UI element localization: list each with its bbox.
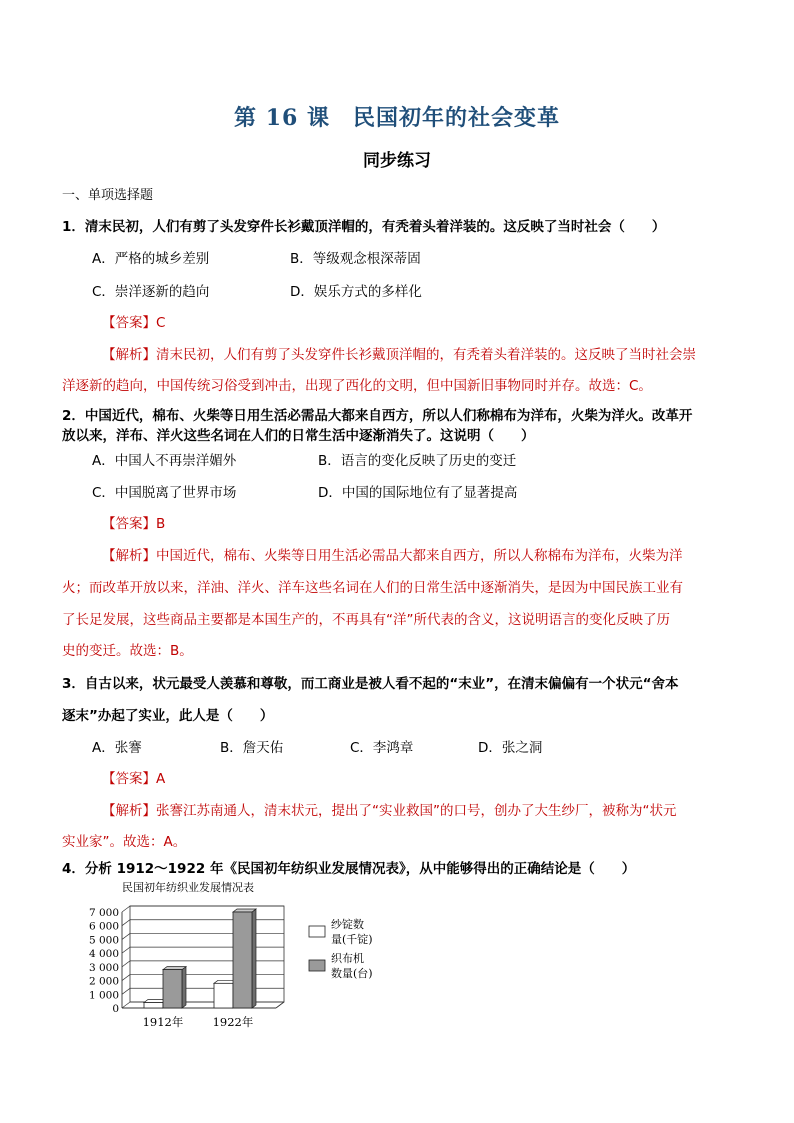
q2-analysis-line-3: 了长足发展，这些商品主要都是本国生产的，不再具有“洋”所代表的含义，这说明语言的变化反映了历 — [62, 612, 670, 628]
analysis-text: 清末民初，人们有剪了头发穿件长衫戴顶洋帽的，有秃着头着洋装的。这反映了当时社会崇 — [156, 347, 696, 363]
answer-tag: 【答案】 — [102, 771, 156, 787]
q1-stem: 1．清末民初，人们有剪了头发穿件长衫戴顶洋帽的，有秃着头着洋装的。这反映了当时社会（ ） — [62, 219, 666, 235]
legend-swatch — [309, 960, 325, 971]
q3-option-b: B．詹天佑 — [220, 740, 284, 756]
chart-title: 民国初年纺织业发展情况表 — [122, 881, 254, 894]
q3-option-a: A．张謇 — [92, 740, 142, 756]
q1-option-c: C．崇洋逐新的趋向 — [92, 284, 210, 300]
y-tick-label: 2 000 — [88, 975, 119, 988]
y-tick-label: 7 000 — [88, 907, 119, 919]
legend-label: 纱锭数 — [331, 918, 364, 931]
answer-tag: 【答案】 — [102, 516, 156, 532]
q4-stem: 4．分析 1912～1922 年《民国初年纺织业发展情况表》，从中能够得出的正确结论是（ ） — [62, 861, 636, 877]
q2-option-c: C．中国脱离了世界市场 — [92, 485, 237, 501]
q2-analysis-line-1 — [102, 546, 683, 566]
chart-grid-diag — [122, 933, 130, 939]
y-tick-label: 6 000 — [88, 920, 119, 933]
bar-top — [163, 967, 186, 970]
x-category-label: 1922年 — [212, 1015, 254, 1029]
chart-back-wall — [130, 906, 284, 1002]
q2-stem-line-1: 2．中国近代，棉布、火柴等日用生活必需品大都来自西方，所以人们称棉布为洋布，火柴为洋火。改革开 — [62, 408, 693, 424]
answer-tag: 【答案】 — [102, 315, 156, 331]
analysis-text: 中国近代，棉布、火柴等日用生活必需品大都来自西方，所以人称棉布为洋布，火柴为洋 — [156, 548, 683, 564]
legend-label: 织布机 — [331, 952, 364, 965]
chart-grid-diag — [122, 988, 130, 994]
y-tick-label: 5 000 — [88, 934, 119, 947]
bar-spindles — [144, 1003, 163, 1008]
y-tick-label: 3 000 — [88, 961, 119, 974]
chart-grid-diag — [122, 1002, 130, 1008]
x-category-label: 1912年 — [142, 1015, 184, 1029]
bar-spindles — [214, 983, 233, 1008]
chart-grid-diag — [122, 975, 130, 981]
q3-option-c: C．李鸿章 — [350, 740, 414, 756]
lesson-title: 第 16 课 民国初年的社会变革 — [234, 105, 560, 131]
answer-value: B — [156, 516, 166, 532]
bar-looms — [163, 970, 182, 1008]
q1-option-d: D．娱乐方式的多样化 — [290, 284, 422, 300]
practice-subtitle: 同步练习 — [363, 151, 431, 171]
q2-answer — [102, 514, 165, 534]
bar-side — [252, 909, 256, 1008]
analysis-tag: 【解析】 — [102, 347, 156, 363]
y-tick-label: 4 000 — [88, 948, 119, 961]
q1-analysis-line-1 — [102, 345, 696, 365]
chart-grid-diag — [122, 906, 130, 912]
q3-answer — [102, 769, 165, 789]
answer-value: A — [156, 771, 166, 787]
chart-grid-diag — [122, 920, 130, 926]
legend-label: 数量(台) — [331, 967, 373, 980]
q3-analysis-line-2: 实业家”。故选：A。 — [62, 834, 187, 850]
y-tick-label: 1 000 — [88, 989, 119, 1002]
q2-option-a: A．中国人不再崇洋媚外 — [92, 453, 237, 469]
q3-stem-line-2: 逐末”办起了实业，此人是（ ） — [62, 708, 274, 724]
floor-edge — [276, 1002, 284, 1008]
y-tick-label: 0 — [112, 1003, 119, 1015]
chart-grid-diag — [122, 947, 130, 953]
section-heading: 一、单项选择题 — [62, 188, 154, 203]
q2-option-b: B．语言的变化反映了历史的变迁 — [318, 453, 517, 469]
q3-analysis-line-1 — [102, 801, 676, 821]
analysis-text: 张謇江苏南通人，清末状元，提出了“实业救国”的口号，创办了大生纱厂，被称为“状元 — [156, 803, 677, 819]
q1-option-a: A．严格的城乡差别 — [92, 251, 210, 267]
legend-swatch — [309, 926, 325, 937]
bar-top — [233, 909, 256, 912]
bar-looms — [233, 912, 252, 1008]
answer-value: C — [156, 315, 166, 331]
bar-side — [182, 967, 186, 1008]
analysis-tag: 【解析】 — [102, 548, 156, 564]
q1-answer — [102, 313, 165, 333]
q2-option-d: D．中国的国际地位有了显著提高 — [318, 485, 518, 501]
analysis-tag: 【解析】 — [102, 803, 156, 819]
chart-grid-diag — [122, 961, 130, 967]
textile-bar-chart — [86, 876, 416, 1036]
q3-stem-line-1: 3．自古以来，状元最受人羡慕和尊敬，而工商业是被人看不起的“末业”，在清末偏偏有一个状元“舍本 — [62, 676, 679, 692]
q2-analysis-line-4: 史的变迁。故选：B。 — [62, 643, 193, 659]
legend-label: 量(千锭) — [331, 933, 373, 946]
q1-option-b: B．等级观念根深蒂固 — [290, 251, 421, 267]
q1-analysis-line-2: 洋逐新的趋向，中国传统习俗受到冲击，出现了西化的文明，但中国新旧事物同时并存。故选：C。 — [62, 378, 652, 394]
q3-option-d: D．张之洞 — [478, 740, 543, 756]
q2-stem-line-2: 放以来，洋布、洋火这些名词在人们的日常生活中逐渐消失了。这说明（ ） — [62, 428, 535, 444]
q2-analysis-line-2: 火；而改革开放以来，洋油、洋火、洋车这些名词在人们的日常生活中逐渐消失，是因为中国民族工业有 — [62, 580, 683, 596]
